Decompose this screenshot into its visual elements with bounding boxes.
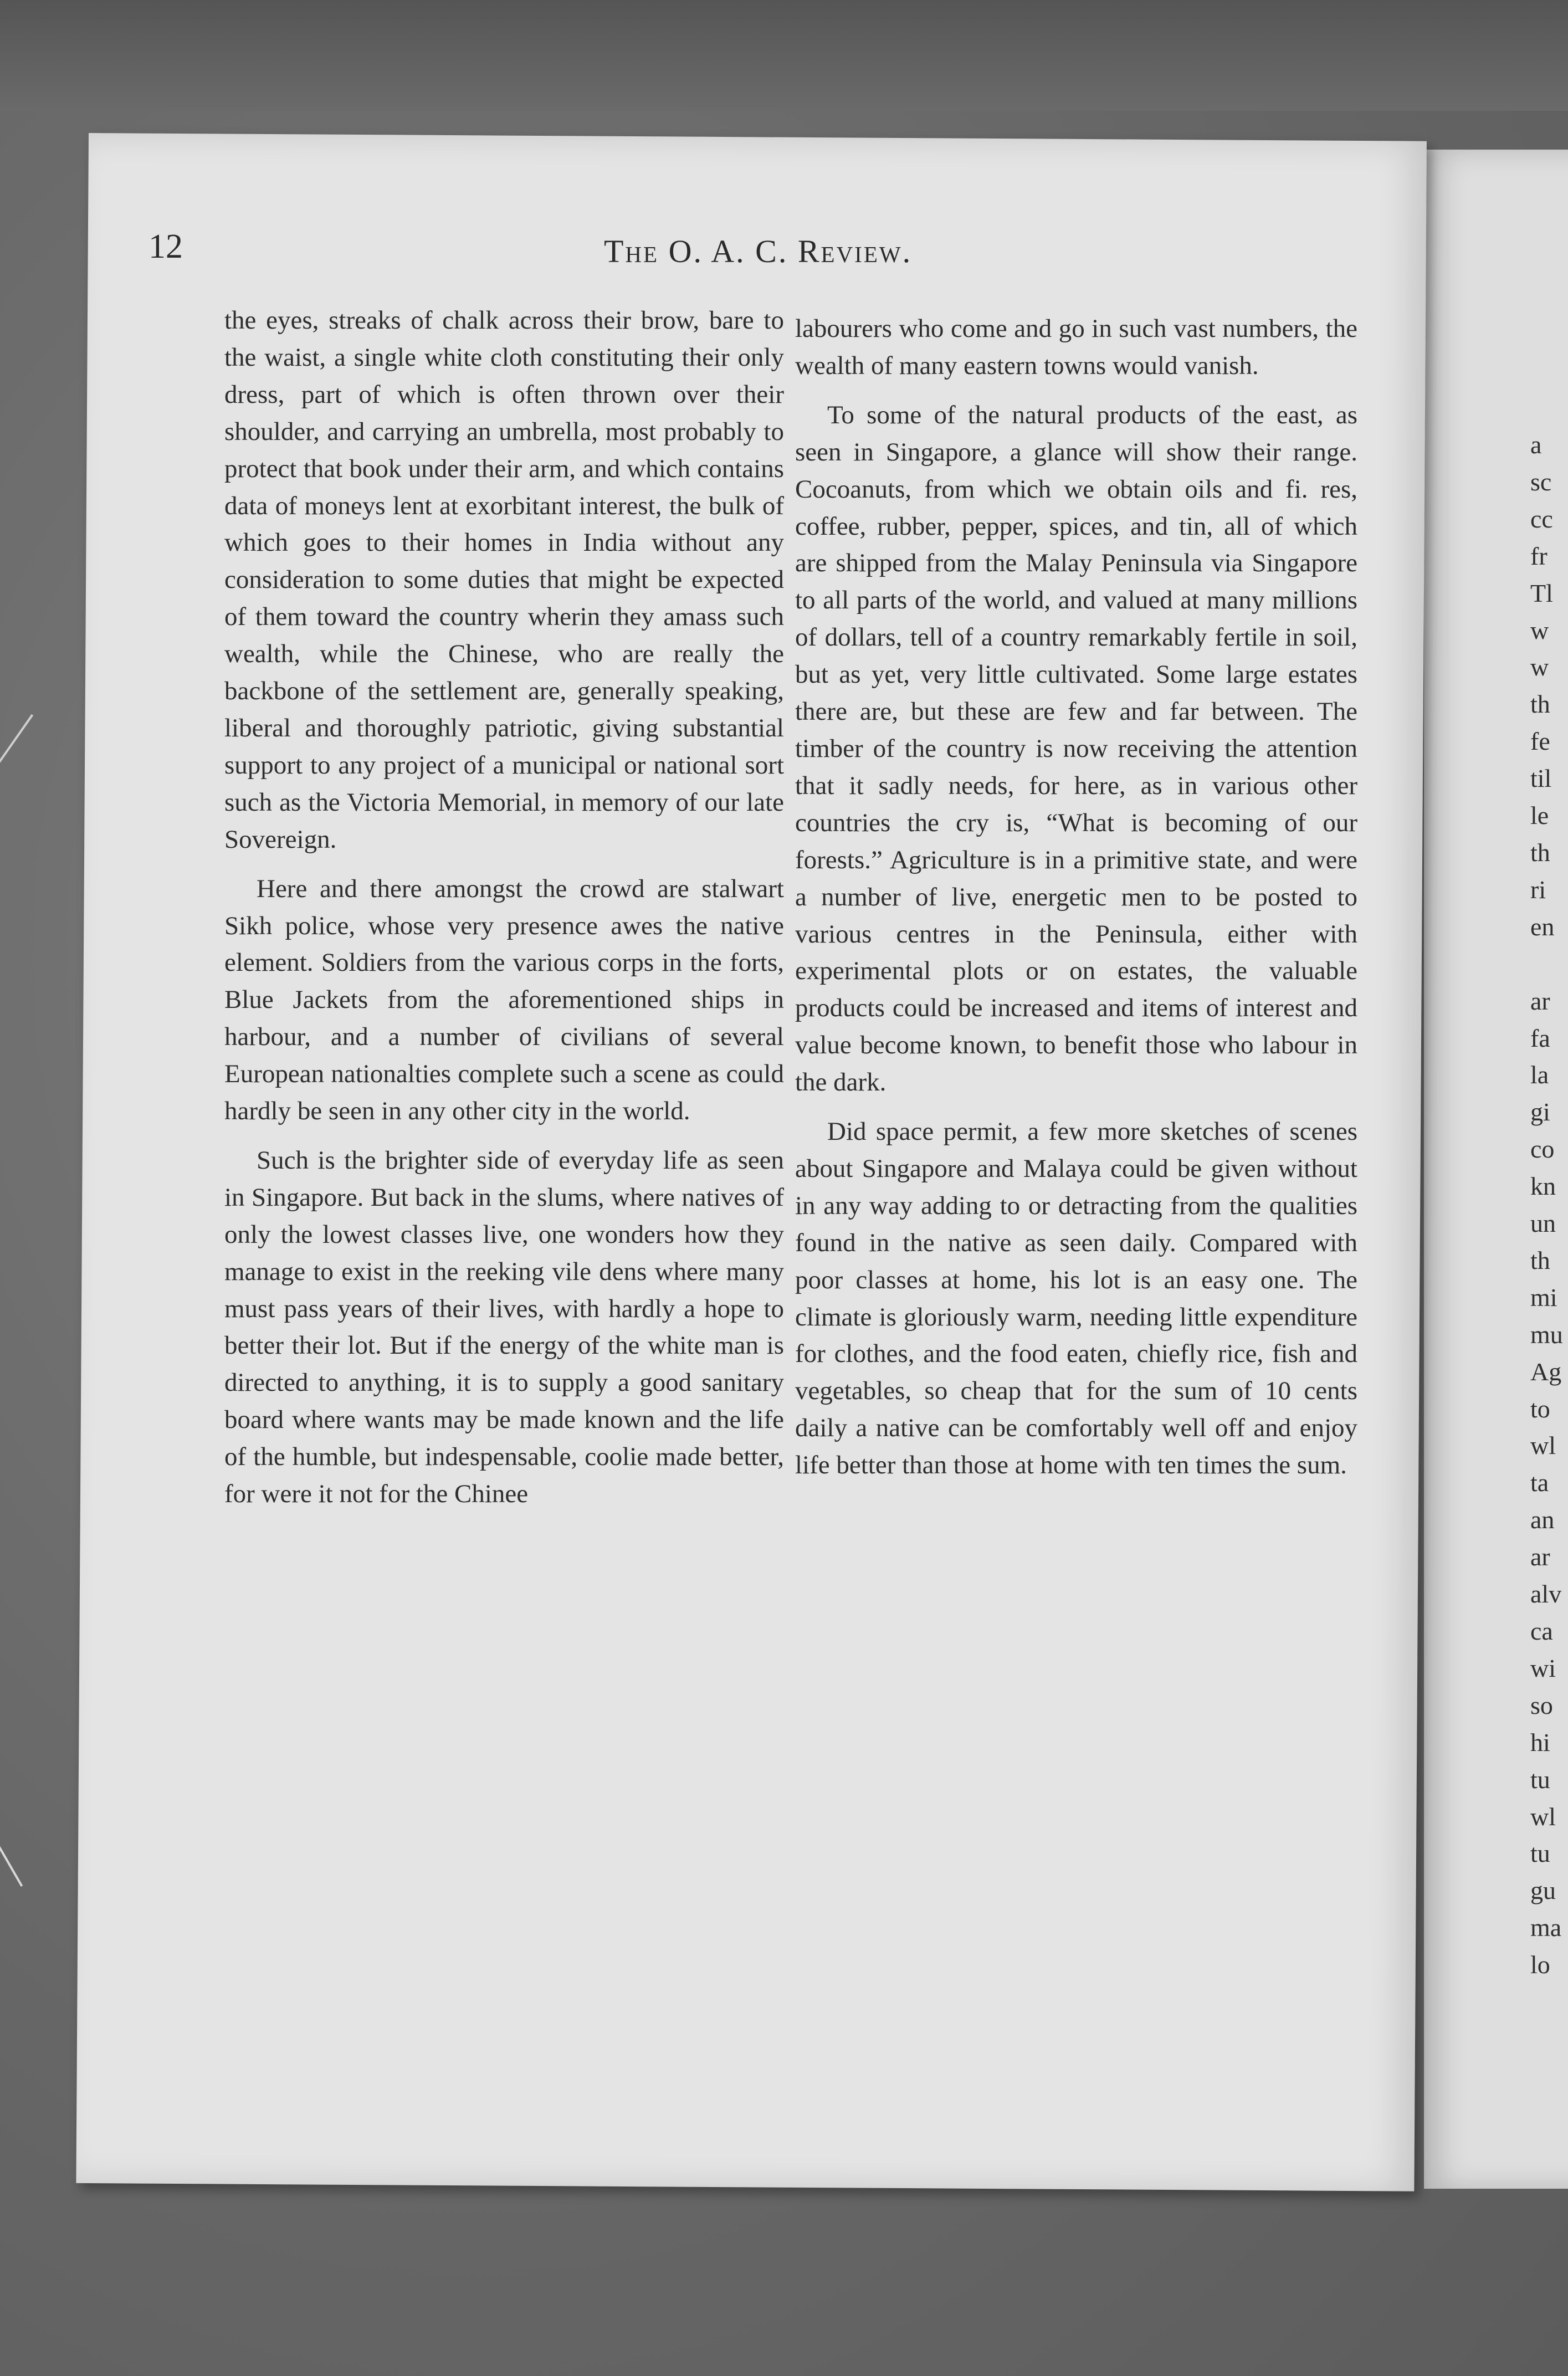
next-page-fragment: a <box>1530 431 1542 459</box>
next-page-fragment: sc <box>1530 467 1552 496</box>
next-page-fragment: tu <box>1530 1765 1550 1794</box>
next-page-fragment: alv <box>1530 1580 1562 1609</box>
next-page-fragment: ca <box>1530 1617 1553 1645</box>
next-page-fragment: hi <box>1530 1728 1550 1757</box>
next-page-fragment: en <box>1530 912 1555 941</box>
next-page-fragment: gi <box>1530 1098 1550 1126</box>
next-page-fragment: fa <box>1530 1023 1550 1052</box>
next-page-fragment: ar <box>1530 986 1550 1015</box>
next-page-fragment: mi <box>1530 1283 1557 1312</box>
next-page-fragment: lo <box>1530 1950 1550 1979</box>
next-page-fragment: cc <box>1530 504 1553 533</box>
next-page-fragment: an <box>1530 1506 1555 1534</box>
next-page-fragment: wl <box>1530 1802 1556 1831</box>
running-head <box>604 233 1025 270</box>
next-page-fragment: th <box>1530 690 1550 719</box>
next-page-fragment: til <box>1530 764 1552 793</box>
next-page-fragment: w <box>1530 616 1549 644</box>
next-page-fragment: ar <box>1530 1543 1550 1571</box>
page-number: 12 <box>148 228 183 265</box>
next-page-fragment: un <box>1530 1209 1556 1238</box>
next-page-fragment: mu <box>1530 1320 1563 1349</box>
next-page-fragment: la <box>1530 1061 1549 1089</box>
next-page-fragment: wl <box>1530 1431 1556 1460</box>
next-page-text-fragments <box>1530 427 1568 1984</box>
next-page-fragment: to <box>1530 1394 1550 1423</box>
left-column <box>224 302 784 1513</box>
next-page-fragment: gu <box>1530 1876 1556 1905</box>
paragraph: the eyes, streaks of chalk across their brow, bare to the waist, a single white cloth constituting their only dress, part of which is often thrown over their shoulder, and carrying an umbrella, most probably to protect that book under their arm, and which contains data of moneys lent at exorbitant interest, the bulk of which goes to their homes in India without any consideration to some duties that might be expected of them toward the country wherin they amass such wealth, while the Chinese, who are really the backbone of the settlement are, generally speaking, liberal and thoroughly patriotic, giving substantial support to any project of a municipal or national sort such as the Victoria Memorial, in memory of our late Sovereign. <box>224 306 784 854</box>
next-page-fragment: wi <box>1530 1653 1556 1682</box>
paragraph: Here and there amongst the crowd are stalwart Sikh police, whose very presence awes the native element. Soldiers from the various corps in the forts, Blue Jackets from the aforementioned ships in harbour, and a number of civilians of several European nationalties complete such a scene as could hardly be seen in any other city in the world. <box>224 874 784 1126</box>
next-page-fragment: tu <box>1530 1839 1550 1868</box>
next-page-fragment <box>1530 946 1568 983</box>
paragraph: Did space permit, a few more sketches of scenes about Singapore and Malaya could be given without in any way adding to or detracting from the qualities found in the native as seen daily. Compared with poor classes at home, his lot is an easy one. The climate is gloriously warm, needing little expenditure for clothes, and the food eaten, chiefly rice, fish and vegetables, so cheap that for the sum of 10 cents daily a native can be comfortably well off and enjoy life better than those at home with ten times the sum. <box>795 1117 1357 1480</box>
paragraph: Such is the brighter side of everyday life as seen in Singapore. But back in the slums, where natives of only the lowest classes live, one wonders how they manage to exist in the reeking vile dens where many must pass years of their lives, with hardly a hope to better their lot. But if the energy of the white man is directed to anything, it is to supply a good sanitary board where wants may be made known and the life of the humble, but indespensable, coolie made better, for were it not for the Chinee <box>224 1145 784 1509</box>
paragraph: labourers who come and go in such vast numbers, the wealth of many eastern towns would vanish. <box>795 314 1357 380</box>
next-page-fragment: le <box>1530 801 1549 830</box>
next-page-fragment: ri <box>1530 875 1546 904</box>
right-column <box>795 310 1357 1484</box>
next-page-fragment: ma <box>1530 1913 1562 1942</box>
next-page-fragment: th <box>1530 838 1550 867</box>
next-page-fragment: Tl <box>1530 578 1553 607</box>
next-page-fragment: kn <box>1530 1172 1556 1201</box>
next-page-fragment: fe <box>1530 727 1550 756</box>
scan-top-edge <box>0 0 1568 111</box>
next-page-fragment: w <box>1530 653 1549 682</box>
next-page-fragment: th <box>1530 1246 1550 1274</box>
next-page-fragment: fr <box>1530 541 1547 570</box>
next-page-fragment: so <box>1530 1691 1553 1719</box>
next-page-fragment: co <box>1530 1135 1555 1164</box>
next-page-fragment: Ag <box>1530 1357 1562 1386</box>
paragraph: To some of the natural products of the east, as seen in Singapore, a glance will show their range. Cocoanuts, from which we obtain oils and fi. res, coffee, rubber, pepper, spices, and tin, all of which are shipped from the Malay Peninsula via Singapore to all parts of the world, and valued at many millions of dollars, tell of a country remarkably fertile in soil, but as yet, very little cultivated. Some large estates there are, but these are few and far between. The timber of the country is now receiving the attention that it sadly needs, for here, as in various other countries the cry is, “What is becoming of our forests.” Agriculture is in a primitive state, and were a number of live, energetic men to be posted to various centres in the Peninsula, either with experimental plots or on estates, the valuable products could be increased and items of interest and value become known, to benefit those who labour in the dark. <box>795 400 1357 1097</box>
next-page-fragment: ta <box>1530 1468 1549 1497</box>
running-head-title: The O. A. C. Review. <box>604 233 913 269</box>
